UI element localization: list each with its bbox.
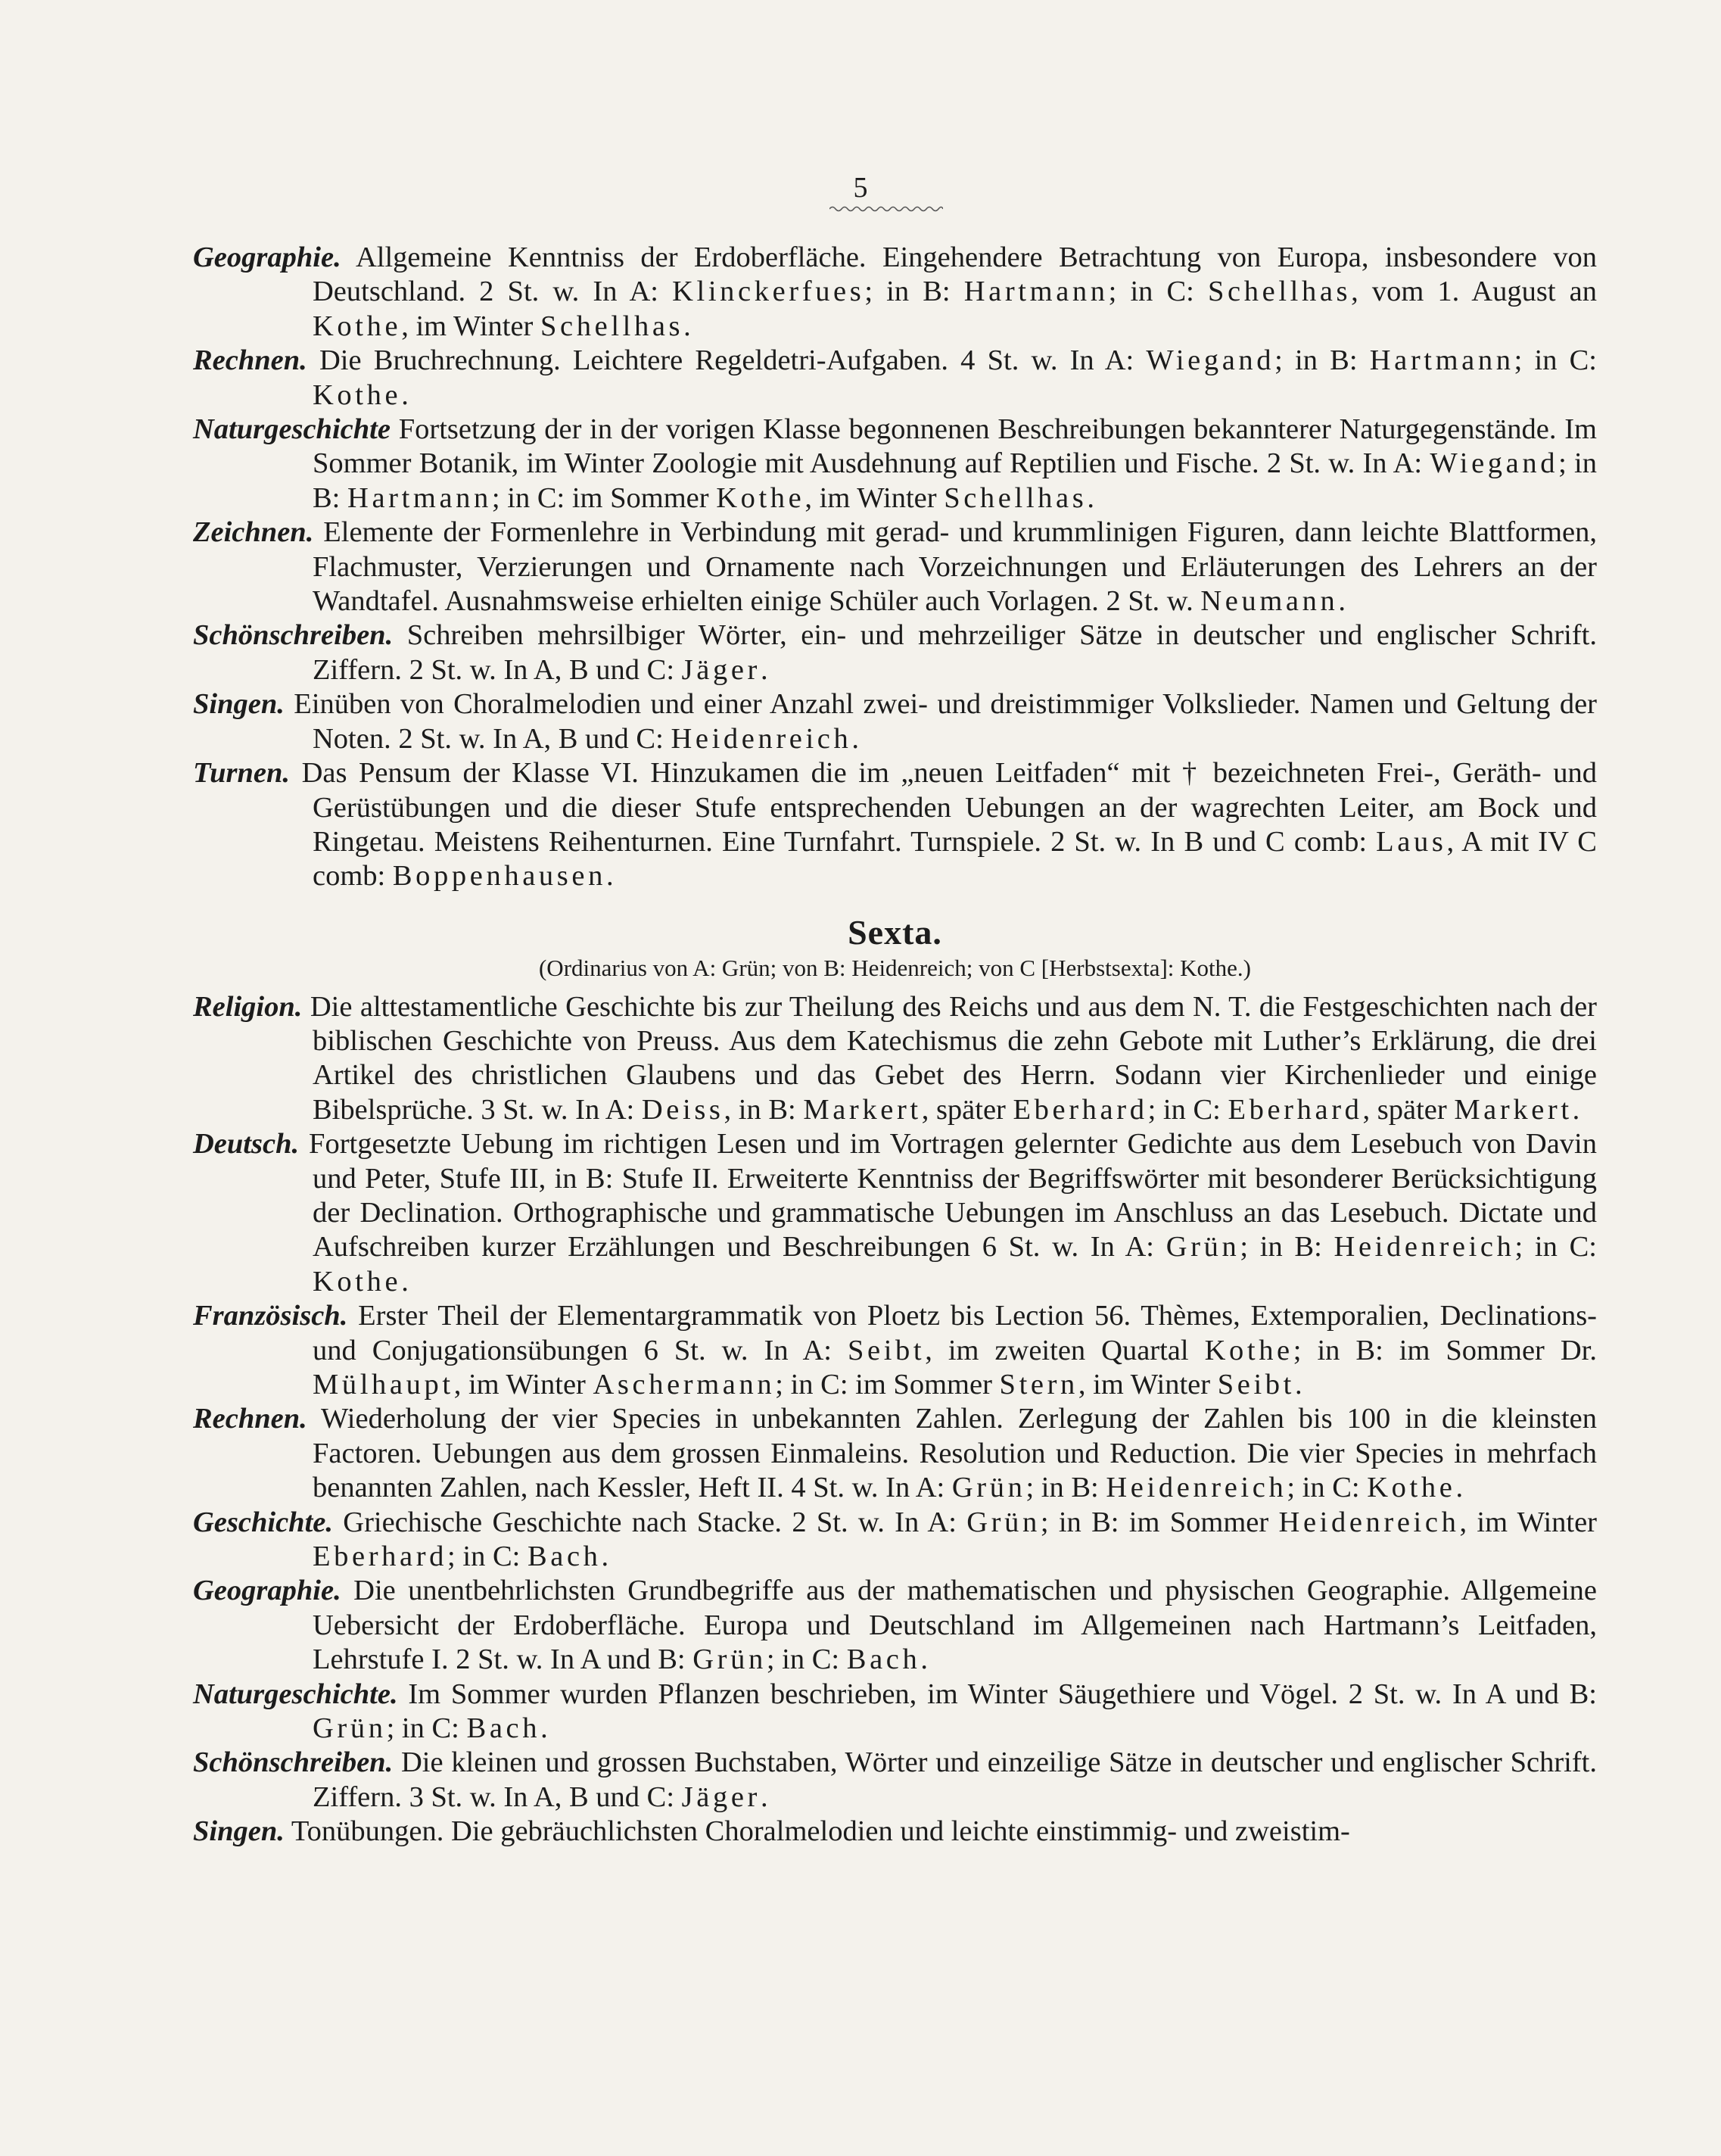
teacher-name: Kothe [1367,1472,1456,1504]
entry-text: . [605,860,614,893]
entry-text: Erster Theil der Elementargrammatik von Ploetz bis Lection 56. Thèmes, Extemporalien, Declinations- und Conjugationsübungen 6 St. w. In A: [313,1300,1598,1366]
teacher-name: Klinckerfues [672,276,865,308]
entry-text: , im Winter [401,310,540,342]
teacher-name: Hartmann [1369,344,1514,377]
entry-text: ; in C: im Sommer [775,1369,1000,1400]
subject-label: Geographie. [193,241,341,273]
teacher-name: Laus [1376,825,1447,858]
subject-entry [193,516,1597,618]
subject-label: Geschichte. [193,1506,333,1538]
entry-text: Griechische Geschichte nach Stacke. 2 St. w. In A: [343,1506,967,1538]
entry-text: , später [921,1093,1013,1126]
teacher-name: Kothe [313,1265,402,1298]
subject-entry [193,1815,1597,1849]
subject-entry [193,241,1597,344]
entry-text: ; in C: [1108,276,1208,308]
entry-text: Elemente der Formenlehre in Verbindung mit gerad- und krummlinigen Figuren, dann leichte Blattformen, Flachmuster, Verzierungen und Ornamente nach Vorzeichnungen und Erläuterungen des Lehrers an der Wandtafel. Ausnahmsweise erhielten einige Schüler auch Vorlagen. 2 St. w. [313,516,1597,618]
teacher-name: Jäger [681,653,761,686]
subject-label: Religion. [193,990,303,1023]
entry-text: , im zweiten Quartal [925,1334,1205,1366]
entry-text: Einüben von Choralmelodien und einer Anzahl zwei- und dreistimmiger Volkslieder. Namen und Geltung der Noten. 2 St. w. In A, B und C: [294,688,1597,755]
entry-text: Das Pensum der Klasse VI. Hinzukamen die im „neuen Leitfaden“ mit † bezeichneten Frei-, Geräth- und Gerüstübungen und die dieser Stufe entsprechenden Uebungen an der wagrechten Leiter, am Bock und Ringetau. Meistens Reihenturnen. Eine Turnfahrt. Turnspiele. 2 St. w. In B und C comb: [301,757,1598,858]
entry-text: . [401,379,409,411]
page-body [193,241,1597,1849]
subject-entry [193,1746,1597,1815]
subject-entry [193,1678,1597,1746]
teacher-name: Stern [999,1369,1078,1400]
entry-text: ; in C: im Sommer [491,481,717,514]
entry-text: ; in C: [766,1643,847,1676]
entry-text: . [761,1781,768,1813]
teacher-name: Schellhas [1208,276,1352,308]
subject-label: Naturgeschichte [193,413,391,446]
subject-label: Schönschreiben. [193,619,394,652]
subject-label: Schönschreiben. [193,1746,394,1779]
teacher-name: Eberhard [1228,1093,1363,1126]
entry-text: ; in C: [1514,1231,1597,1263]
subject-label: Naturgeschichte. [193,1678,398,1710]
entry-text: . [601,1541,609,1573]
entry-text: Wiederholung der vier Species in unbekannten Zahlen. Zerlegung der Zahlen bis 100 in die kleinsten Factoren. Uebungen aus dem grossen Einmaleins. Resolution und Reduction. Die vier Species in mehrfach benannten Zahlen, nach Kessler, Heft II. 4 St. w. In A: [313,1403,1597,1504]
teacher-name: Deiss [641,1093,724,1126]
subject-entry [193,1299,1597,1402]
teacher-name: Eberhard [1013,1093,1148,1126]
entry-text: ; in B: [1240,1231,1334,1263]
teacher-name: Markert [803,1093,922,1126]
entry-text: , in B: [724,1093,804,1126]
entry-text: Schreiben mehrsilbiger Wörter, ein- und mehrzeiliger Sätze in deutscher und englischer Schrift. Ziffern. 2 St. w. In A, B und C: [313,619,1597,686]
entry-text: , vom 1. August an [1351,276,1597,308]
teacher-name: Boppenhausen [392,860,606,893]
teacher-name: Grün [1165,1231,1240,1263]
ornament-divider [829,204,943,213]
entry-text: ; in B: im Sommer Dr. [1293,1334,1597,1366]
subject-label: Rechnen. [193,344,307,377]
page-number: 5 [853,172,868,204]
teacher-name: Wiegand [1146,344,1275,377]
entry-text: , A mit IV C comb: [313,825,1597,893]
entry-text: Allgemeine Kenntniss der Erdoberfläche. Eingehendere Betrachtung von Europa, insbesondere von Deutschland. 2 St. w. In A: [313,241,1597,308]
subject-label: Französisch. [193,1300,348,1332]
entry-text: . [1087,481,1094,514]
teacher-name: Grün [966,1506,1041,1538]
subject-entry [193,344,1597,413]
teacher-name: Grün [951,1472,1026,1504]
entry-text: ; in C: [386,1712,467,1745]
teacher-name: Bach [846,1643,921,1676]
subject-entry [193,1506,1597,1575]
entry-text: , im Winter [804,481,945,514]
teacher-name: Jäger [681,1781,761,1813]
section-heading-sexta: Sexta. [848,912,942,952]
entry-text: Fortgesetzte Uebung im richtigen Lesen und im Vortragen gelernter Gedichte aus dem Lesebuch von Davin und Peter, Stufe III, in B: Stufe II. Erweiterte Kenntniss der Begriffswörter mit besonderer Berücksichtigung der Declination. Orthographische und grammatische Uebungen im Anschluss an das Lesebuch. Dictate und Aufschreiben kurzer Erzählungen und Beschreibungen 6 St. w. In A: [309,1128,1598,1263]
teacher-name: Hartmann [347,481,492,514]
subject-label: Rechnen. [193,1403,307,1435]
teacher-name: Eberhard [313,1541,448,1573]
entry-text: . [761,653,768,686]
entry-text: . [540,1712,548,1745]
entry-text: . [1572,1093,1580,1126]
entry-text: ; in C: [1147,1093,1228,1126]
subject-entry [193,1574,1597,1677]
teacher-name: Kothe [313,310,402,342]
teacher-name: Heidenreich [1334,1231,1515,1263]
subject-entry [193,756,1597,894]
subject-label: Zeichnen. [193,516,314,549]
subject-label: Deutsch. [193,1128,300,1161]
entry-text: ; in B: [1274,344,1370,377]
teacher-name: Heidenreich [1278,1506,1460,1538]
teacher-name: Markert [1454,1093,1573,1126]
entry-text: Die kleinen und grossen Buchstaben, Wörter und einzeilige Sätze in deutscher und englischer Schrift. Ziffern. 3 St. w. In A, B und C: [313,1746,1597,1813]
subject-entry [193,413,1597,516]
teacher-name: Hartmann [963,276,1109,308]
teacher-name: Heidenreich [671,722,852,755]
entry-text: , im Winter [453,1369,593,1400]
teacher-name: Grün [692,1643,767,1676]
entry-text: , im Winter [1078,1369,1218,1400]
teacher-name: Aschermann [593,1369,776,1400]
teacher-name: Bach [527,1541,602,1573]
teacher-name: Heidenreich [1106,1472,1287,1504]
subject-entry [193,618,1597,687]
entry-text: . [920,1643,928,1676]
entry-text: . [1294,1369,1302,1400]
entry-text: ; in C: [1287,1472,1368,1504]
teacher-name: Neumann [1200,585,1339,618]
entry-text: . [851,722,860,755]
entry-text: . [1455,1472,1464,1504]
subject-label: Singen. [193,1815,285,1848]
teacher-name: Kothe [1204,1334,1293,1366]
subject-entry [193,1402,1597,1505]
entry-text: ; in C: [1514,344,1597,377]
entry-text: ; in C: [447,1541,528,1573]
teacher-name: Wiegand [1430,447,1559,480]
subject-entry [193,990,1597,1128]
teacher-name: Schellhas [540,310,684,342]
subject-label: Geographie. [193,1575,341,1607]
teacher-name: Seibt [847,1334,926,1366]
entry-text: Die alttestamentliche Geschichte bis zur Theilung des Reichs und aus dem N. T. die Festgeschichten nach der biblischen Geschichte von Preuss. Aus dem Katechismus die zehn Gebote mit Luther’s Erklärung, die drei Artikel des christlichen Glaubens und das Gebet des Herrn. Sodann vier Kirchenlieder und einige Bibelsprüche. 3 St. w. In A: [310,990,1598,1126]
entry-text: Im Sommer wurden Pflanzen beschrieben, im Winter Säugethiere und Vögel. 2 St. w. In A und B: [408,1678,1598,1710]
entry-text: ; in B: [1025,1472,1106,1504]
entry-text: Die Bruchrechnung. Leichtere Regeldetri-Aufgaben. 4 St. w. In A: [319,344,1147,377]
entry-text: Fortsetzung der in der vorigen Klasse begonnenen Beschreibungen bekannterer Naturgegenstände. Im Sommer Botanik, im Winter Zoologie mit Ausdehnung auf Reptilien und Fische. 2 St. w. In A: [313,413,1598,480]
teacher-name: Seibt [1217,1369,1295,1400]
fifth-class-section [193,241,1597,894]
teacher-name: Grün [313,1712,387,1745]
subject-label: Singen. [193,688,285,721]
teacher-name: Kothe [313,379,402,411]
subject-entry [193,1127,1597,1299]
entry-text: Die unentbehrlichsten Grundbegriffe aus der mathematischen und physischen Geographie. Allgemeine Uebersicht der Erdoberfläche. Europa und Deutschland im Allgemeinen nach Hartmann’s Leitfaden, Lehrstufe I. 2 St. w. In A und B: [313,1575,1597,1676]
entry-text: ; in B: im Sommer [1040,1506,1279,1538]
teacher-name: Schellhas [944,481,1088,514]
entry-text: . [1338,585,1346,618]
teacher-name: Kothe [716,481,805,514]
teacher-name: Bach [466,1712,541,1745]
subject-entry [193,687,1597,756]
entry-text: ; in B: [864,276,964,308]
teacher-name: Mülhaupt [313,1369,454,1400]
entry-text: . [401,1265,409,1298]
entry-text: , im Winter [1459,1506,1598,1538]
entry-text: ; in B: [313,447,1597,514]
sexta-class-section [193,990,1597,1849]
entry-text: , später [1362,1093,1455,1126]
entry-text: Tonübungen. Die gebräuchlichsten Choralmelodien und leichte einstimmig- und zweistim- [291,1815,1350,1848]
entry-text: . [683,310,691,342]
section-ordinarius-line: (Ordinarius von A: Grün; von B: Heidenreich; von C [Herbstsexta]: Kothe.) [538,955,1251,982]
subject-label: Turnen. [193,757,291,790]
